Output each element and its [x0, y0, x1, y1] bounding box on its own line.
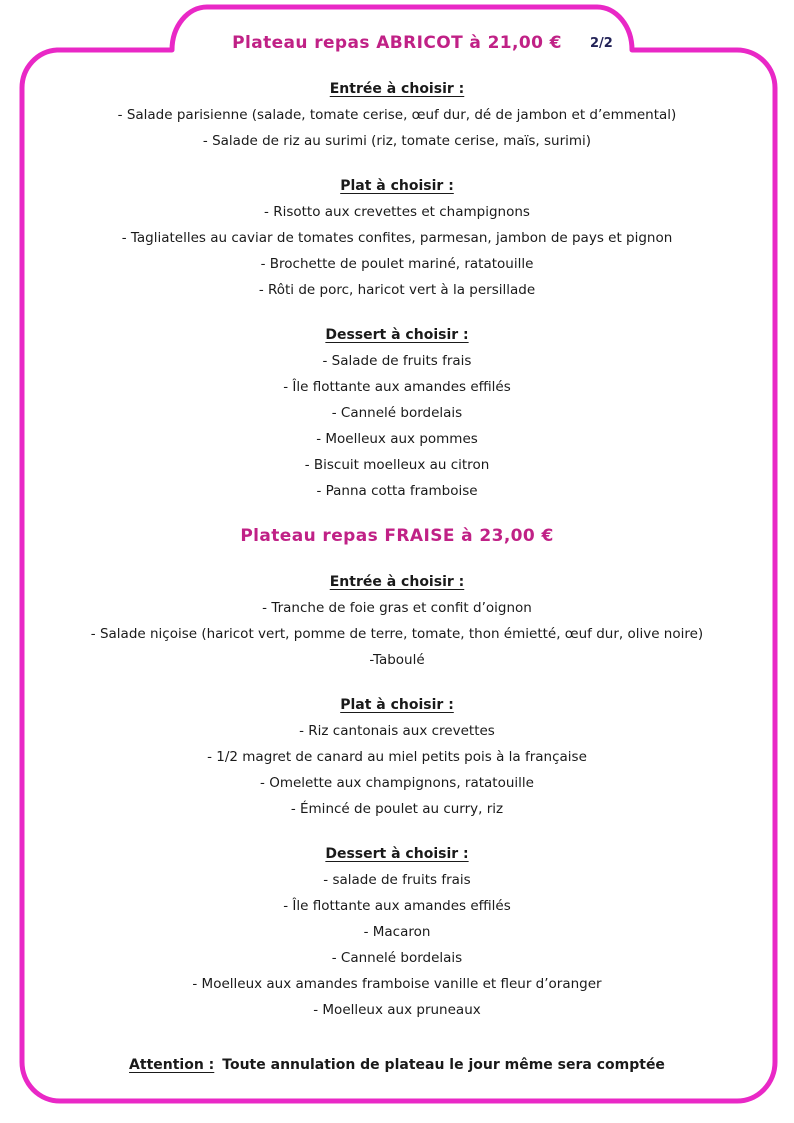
menu-item: - Omelette aux champignons, ratatouille — [260, 775, 534, 791]
menu-section — [0, 322, 794, 504]
menu-item: - Biscuit moelleux au citron — [304, 457, 490, 473]
section-heading: Plat à choisir : — [340, 697, 454, 713]
menu-item: - Salade de fruits frais — [322, 353, 472, 369]
menu-item: - Salade niçoise (haricot vert, pomme de terre, tomate, thon émietté, œuf dur, olive noire) — [90, 626, 704, 642]
menu-item: - Moelleux aux amandes framboise vanille et fleur d’oranger — [192, 976, 602, 992]
menu-item: - Riz cantonais aux crevettes — [299, 723, 495, 739]
menu-item: - Salade de riz au surimi (riz, tomate cerise, maïs, surimi) — [202, 133, 592, 149]
menu-item: - Émincé de poulet au curry, riz — [290, 801, 504, 817]
menu-item: - 1/2 magret de canard au miel petits pois à la française — [207, 749, 587, 765]
menu-item: - Moelleux aux pommes — [316, 431, 478, 447]
attention-label: Attention : — [129, 1057, 215, 1073]
menu-item: - Cannelé bordelais — [331, 405, 463, 421]
menu-item: - Panna cotta framboise — [316, 483, 478, 499]
menu-item: - Rôti de porc, haricot vert à la persillade — [258, 282, 536, 298]
menu-item: - Brochette de poulet mariné, ratatouille — [260, 256, 534, 272]
menu-item: - Moelleux aux pruneaux — [313, 1002, 481, 1018]
section-heading: Plat à choisir : — [340, 178, 454, 194]
menu-item: -Taboulé — [369, 652, 425, 668]
attention-text: Toute annulation de plateau le jour même sera comptée — [222, 1057, 665, 1073]
section-heading: Dessert à choisir : — [325, 327, 469, 343]
menu-title: Plateau repas ABRICOT à 21,00 € — [232, 33, 562, 53]
menu-item: - Tagliatelles au caviar de tomates confites, parmesan, jambon de pays et pignon — [121, 230, 673, 246]
menu-item: - Île flottante aux amandes effilés — [283, 379, 511, 395]
menu-item: - Île flottante aux amandes effilés — [283, 898, 511, 914]
menu-item: - Tranche de foie gras et confit d’oignon — [262, 600, 532, 616]
menu-section — [0, 569, 794, 673]
menu-item: - Macaron — [363, 924, 431, 940]
section-heading: Dessert à choisir : — [325, 846, 469, 862]
menu-title: Plateau repas FRAISE à 23,00 € — [240, 526, 554, 546]
menu-item: - Salade parisienne (salade, tomate cerise, œuf dur, dé de jambon et d’emmental) — [117, 107, 677, 123]
menu-section — [0, 692, 794, 822]
menu-section — [0, 76, 794, 154]
menu-item: - Cannelé bordelais — [331, 950, 463, 966]
menu-item: - Risotto aux crevettes et champignons — [264, 204, 530, 220]
menu-section — [0, 841, 794, 1023]
section-heading: Entrée à choisir : — [329, 81, 465, 97]
section-heading: Entrée à choisir : — [329, 574, 465, 590]
attention-note — [0, 1052, 794, 1078]
menu-item: - salade de fruits frais — [323, 872, 471, 888]
menu-section — [0, 173, 794, 303]
page-number: 2/2 — [590, 36, 613, 51]
